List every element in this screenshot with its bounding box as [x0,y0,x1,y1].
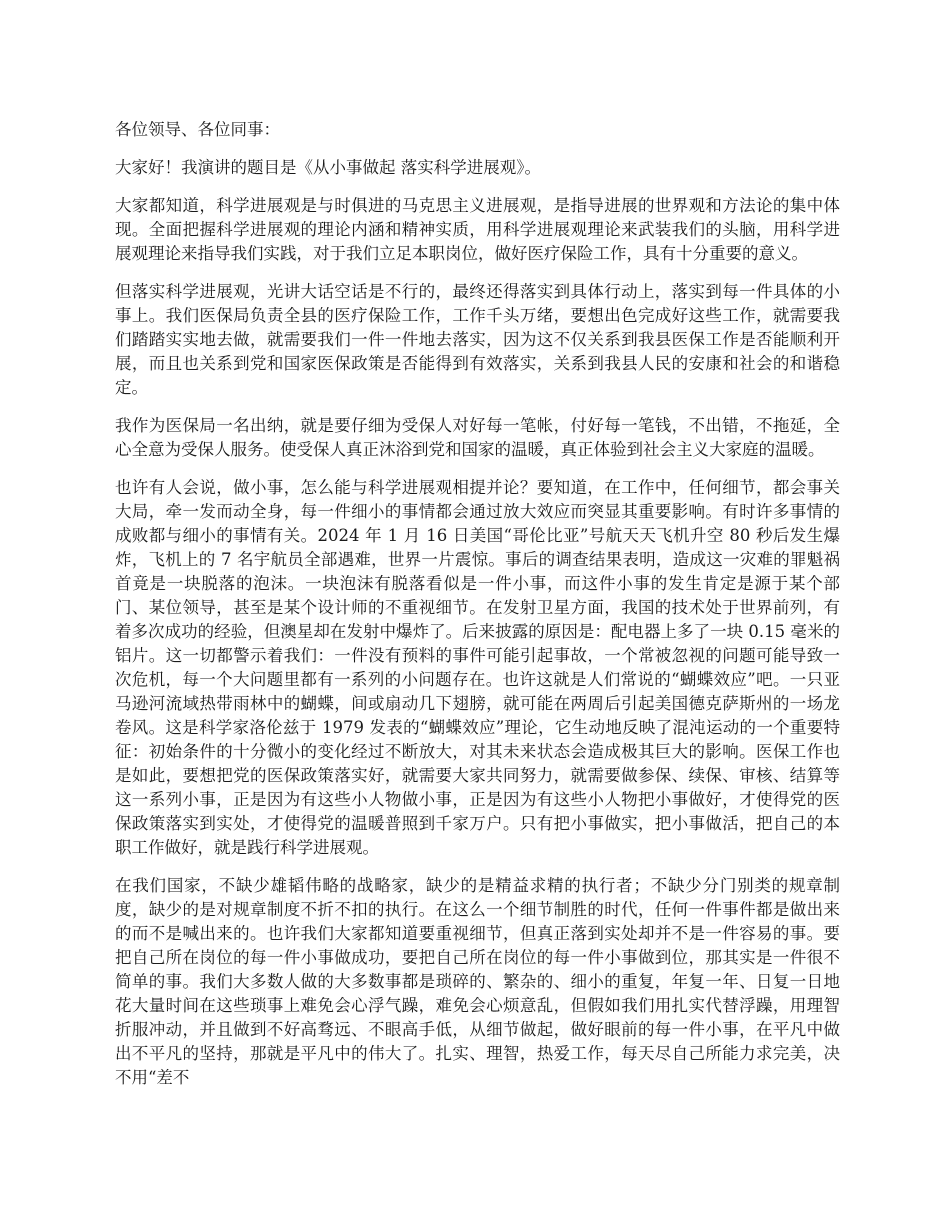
body-paragraph: 我作为医保局一名出纳，就是要仔细为受保人对好每一笔帐，付好每一笔钱，不出错，不拖延，全心全意为受保人服务。使受保人真正沐浴到党和国家的温暖，真正体验到社会主义大家庭的温暖。 [115,416,840,459]
salutation: 各位领导、各位同事： [115,120,280,139]
body-paragraph: 大家都知道，科学进展观是与时俱进的马克思主义进展观，是指导进展的世界观和方法论的集中体现。全面把握科学进展观的理论内涵和精神实质，用科学进展观理论来武装我们的头脑，用科学进展观理论来指导我们实践，对于我们立足本职岗位，做好医疗保险工作，具有十分重要的意义。 [115,196,840,263]
body-paragraph: 在我们国家，不缺少雄韬伟略的战略家，缺少的是精益求精的执行者；不缺少分门别类的规章制度，缺少的是对规章制度不折不扣的执行。在这么一个细节制胜的时代，任何一件事件都是做出来的而不是喊出来的。也许我们大家都知道要重视细节，但真正落到实处却并不是一件容易的事。要把自己所在岗位的每一件小事做成功，要把自己所在岗位的每一件小事做到位，那其实是一件很不简单的事。我们大多数人做的大多数事都是琐碎的、繁杂的、细小的重复，年复一年、日复一日地花大量时间在这些琐事上难免会心浮气躁，难免会心烦意乱，但假如我们用扎实代替浮躁，用理智折服冲动，并且做到不好高骛远、不眼高手低，从细节做起，做好眼前的每一件小事，在平凡中做出不平凡的坚持，那就是平凡中的伟大了。扎实、理智，热爱工作，每天尽自己所能力求完美，决不用“差不 [115,876,840,1087]
body-paragraph: 但落实科学进展观，光讲大话空话是不行的，最终还得落实到具体行动上，落实到每一件具体的小事上。我们医保局负责全县的医疗保险工作，工作千头万绪，要想出色完成好这些工作，就需要我们踏踏实实地去做，就需要我们一件一件地去落实，因为这不仅关系到我县医保工作是否能顺利开展，而且也关系到党和国家医保政策是否能得到有效落实，关系到我县人民的安康和社会的和谐稳定。 [115,282,840,397]
document-page [115,118,840,1104]
body-paragraph: 也许有人会说，做小事，怎么能与科学进展观相提并论？要知道，在工作中，任何细节，都会事关大局，牵一发而动全身，每一件细小的事情都会通过放大效应而突显其重要影响。有时许多事情的成败都与细小的事情有关。2024 年 1 月 16 日美国“哥伦比亚”号航天天飞机升空 80 秒后发生爆炸，飞机上的 7 名宇航员全部遇难，世界一片震惊。事后的调查结果表明，造成这一灾难的罪魁祸首竟是一块脱落的泡沫。一块泡沫有脱落看似是一件小事，而这件小事的发生肯定是源于某个部门、某位领导，甚至是某个设计师的不重视细节。在发射卫星方面，我国的技术处于世界前列，有着多次成功的经验，但澳星却在发射中爆炸了。后来披露的原因是：配电器上多了一块 0.15 毫米的铝片。这一切都警示着我们：一件没有预料的事件可能引起事故，一个常被忽视的问题可能导致一次危机，每一个大问题里都有一系列的小问题存在。也许这就是人们常说的“蝴蝶效应”吧。一只亚马逊河流域热带雨林中的蝴蝶，间或扇动几下翅膀，就可能在两周后引起美国德克萨斯州的一场龙卷风。这是科学家洛伦兹于 1979 发表的“蝴蝶效应”理论，它生动地反映了混沌运动的一个重要特征：初始条件的十分微小的变化经过不断放大，对其未来状态会造成极其巨大的影响。医保工作也是如此，要想把党的医保政策落实好，就需要大家共同努力，就需要做参保、续保、审核、结算等这一系列小事，正是因为有这些小人物做小事，正是因为有这些小人物把小事做好，才使得党的医保政策落实到实处，才使得党的温暖普照到千家万户。只有把小事做实，把小事做活，把自己的本职工作做好，就是践行科学进展观。 [115,478,840,857]
speech-title-intro: 大家好！我演讲的题目是《从小事做起 落实科学进展观》。 [115,158,541,177]
